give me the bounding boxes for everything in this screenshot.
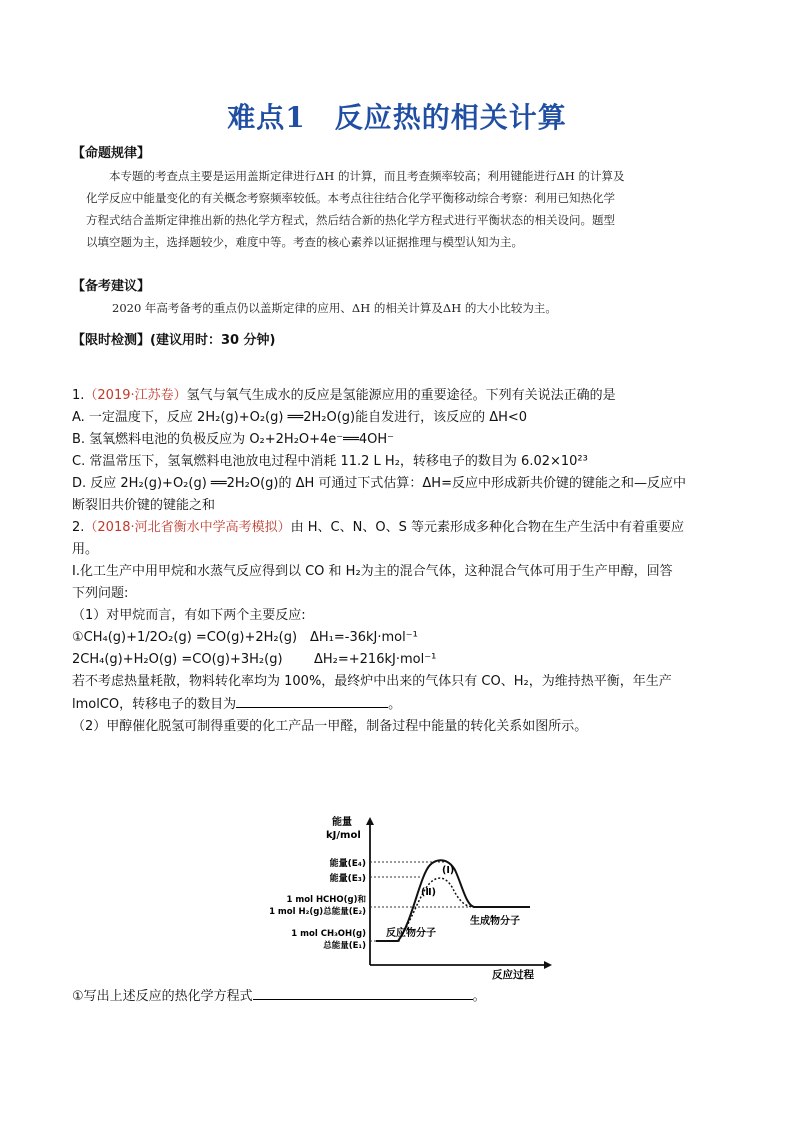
curve-2-label: (Ⅱ) <box>421 887 436 898</box>
sub-question-2: （2）甲醇催化脱氢可制得重要的化工产品一甲醛，制备过程中能量的转化关系如图所示。 <box>72 719 588 734</box>
equation-2-dh: ΔH₂=+216kJ·mol⁻¹ <box>314 652 437 667</box>
label-e4: 能量(E₄) <box>329 859 366 869</box>
ask-1-period: 。 <box>388 697 402 712</box>
equation-1-dh: ΔH₁=-36kJ·mol⁻¹ <box>310 630 418 645</box>
answer-blank[interactable] <box>236 693 388 708</box>
ask-2-text: ①写出上述反应的热化学方程式 <box>72 989 253 1004</box>
ask-2-period: 。 <box>472 989 486 1004</box>
rule-paragraph <box>86 165 736 253</box>
option-d-line-1: D. 反应 2H₂(g)+O₂(g) ══2H₂O(g)的 ΔH 可通过下式估算：ΔH=反应中形成新共价键的键能之和—反应中 <box>72 476 686 491</box>
rule-line: 本专题的考查点主要是运用盖斯定律进行ΔH 的计算，而且考查频率较高；利用键能进行ΔH 的计算及 <box>109 169 625 183</box>
section-label-rule: 【命题规律】 <box>72 146 151 161</box>
question-1 <box>72 385 732 517</box>
equation-1-text: ①CH₄(g)+1/2O₂(g) =CO(g)+2H₂(g) <box>72 630 298 645</box>
option-d-line-2: 断裂旧共价键的键能之和 <box>72 498 216 513</box>
sub-question-1: （1）对甲烷而言，有如下两个主要反应: <box>72 608 306 623</box>
ask-2 <box>72 985 486 1008</box>
curve-1-label: (Ⅰ) <box>442 865 455 876</box>
y-axis-arrow <box>366 817 374 825</box>
question-number: 1. <box>72 388 85 403</box>
question-2 <box>72 517 732 738</box>
label-e2-line-2: 1 mol H₂(g)总能量(E₂) <box>269 907 366 917</box>
product-label: 生成物分子 <box>470 916 520 927</box>
question-source: （2018·河北省衡水中学高考模拟） <box>84 520 291 535</box>
section-label-test: 【限时检测】(建议用时：30 分钟) <box>72 333 276 348</box>
energy-diagram <box>230 815 560 980</box>
ask-1-line-b <box>72 693 732 716</box>
part-1-line-b: 下列问题: <box>72 586 129 601</box>
option-a: A. 一定温度下，反应 2H₂(g)+O₂(g) ══2H₂O(g)能自发进行，该反应的 ΔH<0 <box>72 410 528 425</box>
rule-line: 以填空题为主，选择题较少，难度中等。考查的核心素养以证据推理与模型认知为主。 <box>86 235 523 249</box>
label-e1-line-1: 1 mol CH₃OH(g) <box>291 929 366 939</box>
section-label-advice: 【备考建议】 <box>72 279 151 294</box>
rule-line: 方程式结合盖斯定律推出新的热化学方程式，然后结合新的热化学方程式进行平衡状态的相关设问。题型 <box>86 213 615 227</box>
y-axis-title-1: 能量 <box>332 817 352 828</box>
option-c: C. 常温常压下，氢氧燃料电池放电过程中消耗 11.2 L H₂，转移电子的数目为 6.02×10²³ <box>72 454 588 469</box>
question-stem: 由 H、C、N、O、S 等元素形成多种化合物在生产生活中有着重要应 <box>290 520 684 535</box>
ask-1-line-a: 若不考虑热量耗散，物料转化率均为 100%，最终炉中出来的气体只有 CO、H₂，为维持热平衡，年生产 <box>72 674 672 689</box>
part-1-line-a: I.化工生产中用甲烷和水蒸气反应得到以 CO 和 H₂为主的混合气体，这种混合气体可用于生产甲醇，回答 <box>72 564 673 579</box>
question-1-stem <box>72 385 732 407</box>
label-e3: 能量(E₃) <box>329 874 366 884</box>
question-stem: 氢气与氧气生成水的反应是氢能源应用的重要途径。下列有关说法正确的是 <box>186 388 616 403</box>
rule-line: 化学反应中能量变化的有关概念考察频率较低。本考点往往结合化学平衡移动综合考察：利用已知热化学 <box>86 191 615 205</box>
ask-1-text: lmolCO，转移电子的数目为 <box>72 697 237 712</box>
equation-2-text: 2CH₄(g)+H₂O(g) =CO(g)+3H₂(g) <box>72 652 283 667</box>
question-2-stem <box>72 517 732 539</box>
option-b: B. 氢氧燃料电池的负极反应为 O₂+2H₂O+4e⁻══4OH⁻ <box>72 432 394 447</box>
question-stem-cont: 用。 <box>72 542 99 557</box>
equation-2 <box>72 649 732 671</box>
question-number: 2. <box>72 520 85 535</box>
reactant-label: 反应物分子 <box>386 928 436 939</box>
advice-line: 2020 年高考备考的重点仍以盖斯定律的应用、ΔH 的相关计算及ΔH 的大小比较为主。 <box>112 301 557 315</box>
y-axis-title-2: kJ/mol <box>326 830 361 841</box>
page-title: 难点1 反应热的相关计算 <box>227 101 567 134</box>
answer-blank[interactable] <box>253 985 473 1000</box>
label-e2-line-1: 1 mol HCHO(g)和 <box>286 895 366 905</box>
x-axis-arrow <box>544 961 552 969</box>
equation-1 <box>72 627 732 649</box>
label-e1-line-2: 总能量(E₁) <box>323 941 366 951</box>
x-axis-title: 反应过程 <box>492 969 534 980</box>
question-source: （2019·江苏卷） <box>84 388 187 403</box>
